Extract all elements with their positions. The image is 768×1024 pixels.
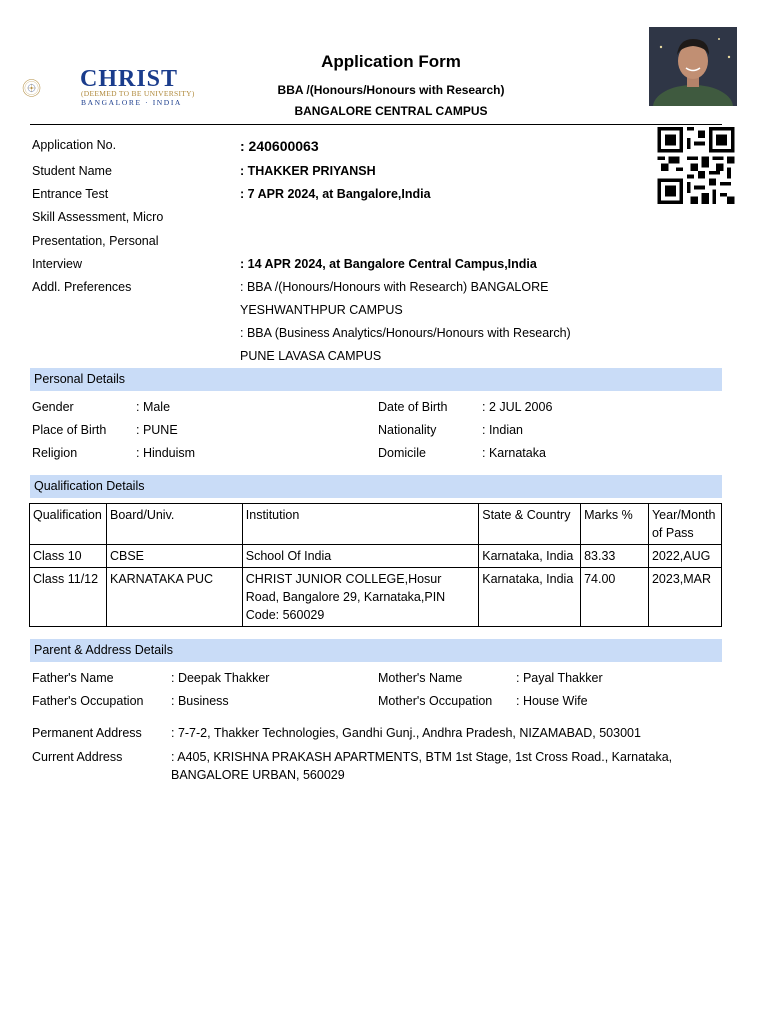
page-title: Application Form	[321, 52, 461, 71]
entrance-test-value: : 7 APR 2024, at Bangalore,India	[240, 187, 431, 201]
skill-assessment-label-line3: Interview	[32, 257, 83, 271]
header-divider	[30, 124, 722, 125]
column-header: State & Country	[479, 504, 581, 545]
permanent-address-value: : 7-7-2, Thakker Technologies, Gandhi Gunj., Andhra Pradesh, NIZAMABAD, 503001	[171, 726, 641, 740]
applicant-photo	[649, 27, 737, 106]
table-cell: Karnataka, India	[479, 568, 581, 627]
table-cell: CBSE	[106, 545, 242, 568]
column-header: Institution	[242, 504, 478, 545]
mother-name-label: Mother's Name	[378, 671, 463, 685]
preference-1-line2: YESHWANTHPUR CAMPUS	[240, 303, 403, 317]
religion-label: Religion	[32, 446, 78, 460]
parent-address-details-header	[30, 639, 722, 662]
skill-assessment-label-line2: Presentation, Personal	[32, 234, 159, 248]
current-address-label: Current Address	[32, 750, 123, 764]
dob-label: Date of Birth	[378, 400, 448, 414]
current-address-value-line2: BANGALORE URBAN, 560029	[171, 768, 345, 782]
application-no-value: : 240600063	[240, 138, 319, 154]
campus-title: BANGALORE CENTRAL CAMPUS	[294, 104, 488, 118]
preference-2-line1: : BBA (Business Analytics/Honours/Honours with Research)	[240, 326, 571, 340]
logo-wordmark: CHRIST	[80, 66, 179, 92]
qualification-table	[29, 503, 722, 627]
domicile-label: Domicile	[378, 446, 426, 460]
skill-assessment-value: : 14 APR 2024, at Bangalore Central Campus,India	[240, 257, 537, 271]
preference-1-line1: : BBA /(Honours/Honours with Research) BANGALORE	[240, 280, 549, 294]
place-of-birth-value: : PUNE	[136, 423, 178, 437]
section-heading: Parent & Address Details	[34, 643, 173, 657]
father-occupation-label: Father's Occupation	[32, 694, 144, 708]
religion-value: : Hinduism	[136, 446, 196, 460]
table-header-row	[30, 504, 722, 545]
qualification-details-header	[30, 475, 722, 498]
application-no-label: Application No.	[32, 138, 117, 152]
preference-2-line2: PUNE LAVASA CAMPUS	[240, 349, 382, 363]
gender-label: Gender	[32, 400, 74, 414]
addl-preferences-label: Addl. Preferences	[32, 280, 132, 294]
student-name-label: Student Name	[32, 164, 112, 178]
father-name-value: : Deepak Thakker	[171, 671, 270, 685]
table-cell: 2022,AUG	[648, 545, 721, 568]
place-of-birth-label: Place of Birth	[32, 423, 107, 437]
current-address-value-line1: : A405, KRISHNA PRAKASH APARTMENTS, BTM 1st Stage, 1st Cross Road., Karnataka,	[171, 750, 673, 764]
father-occupation-value: : Business	[171, 694, 229, 708]
table-cell: 83.33	[581, 545, 649, 568]
program-title: BBA /(Honours/Honours with Research)	[277, 83, 505, 97]
entrance-test-label: Entrance Test	[32, 187, 109, 201]
personal-details-header	[30, 368, 722, 391]
table-cell: Class 10	[30, 545, 107, 568]
table-cell: School Of India	[242, 545, 478, 568]
section-heading: Personal Details	[34, 372, 126, 386]
table-cell: 74.00	[581, 568, 649, 627]
column-header: Qualification	[30, 504, 107, 545]
mother-occupation-label: Mother's Occupation	[378, 694, 493, 708]
table-row	[30, 568, 722, 627]
mother-occupation-value: : House Wife	[516, 694, 588, 708]
qr-code-icon	[655, 127, 737, 204]
permanent-address-label: Permanent Address	[32, 726, 142, 740]
section-heading: Qualification Details	[34, 479, 145, 493]
domicile-value: : Karnataka	[482, 446, 546, 460]
column-header: Year/Month of Pass	[648, 504, 721, 545]
dob-value: : 2 JUL 2006	[482, 400, 553, 414]
table-cell: Karnataka, India	[479, 545, 581, 568]
nationality-label: Nationality	[378, 423, 437, 437]
table-cell: Class 11/12	[30, 568, 107, 627]
logo-location: BANGALORE · INDIA	[81, 98, 182, 107]
student-name-value: : THAKKER PRIYANSH	[240, 164, 376, 178]
mother-name-value: : Payal Thakker	[516, 671, 603, 685]
logo-subtitle: (DEEMED TO BE UNIVERSITY)	[81, 89, 195, 98]
skill-assessment-label-line1: Skill Assessment, Micro	[32, 210, 164, 224]
column-header: Board/Univ.	[106, 504, 242, 545]
column-header: Marks %	[581, 504, 649, 545]
table-row	[30, 545, 722, 568]
table-cell: KARNATAKA PUC	[106, 568, 242, 627]
father-name-label: Father's Name	[32, 671, 114, 685]
table-cell: CHRIST JUNIOR COLLEGE,Hosur Road, Bangalore 29, Karnataka,PIN Code: 560029	[242, 568, 478, 627]
table-cell: 2023,MAR	[648, 568, 721, 627]
gender-value: : Male	[136, 400, 171, 414]
nationality-value: : Indian	[482, 423, 524, 437]
